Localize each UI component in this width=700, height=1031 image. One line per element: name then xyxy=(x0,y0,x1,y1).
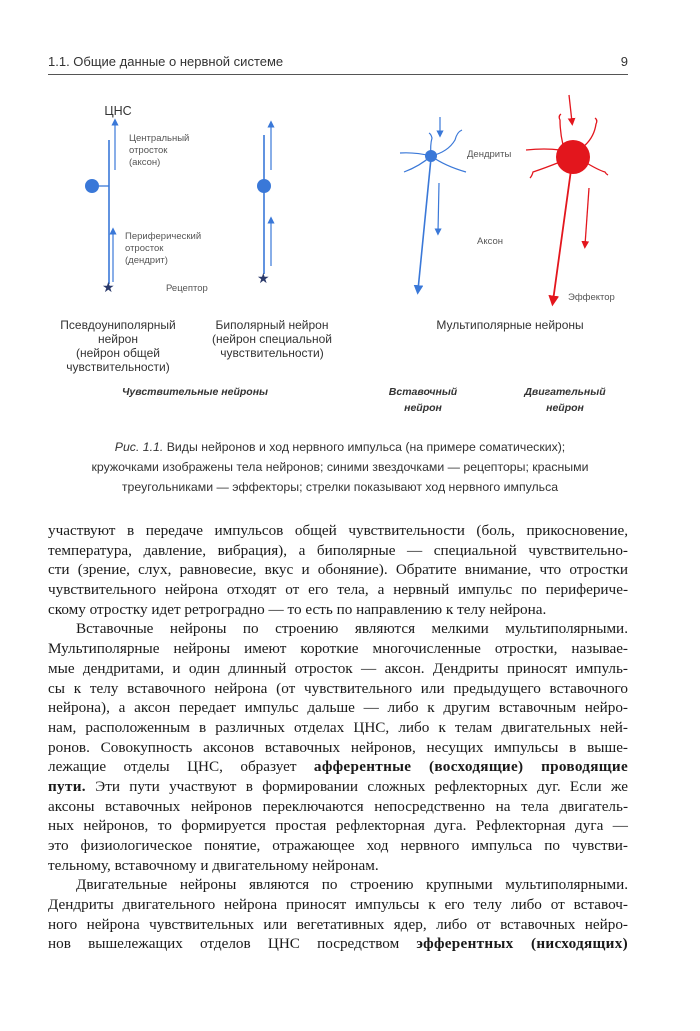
text-segment: ронов. Совокупность аксонов вставочных нейронов, несущих импульсы в выше- xyxy=(48,738,628,756)
caption-label: Рис. 1.1. xyxy=(114,440,164,454)
text-segment: Мультиполярные нейроны имеют короткие многочисленные отростки, называе- xyxy=(48,640,628,658)
text-segment: Вставочные нейроны по строению являются мелкими мультиполярными. xyxy=(76,620,628,638)
text-segment: лежащие отделы ЦНС, образует xyxy=(48,758,314,776)
section-title: 1.1. Общие данные о нервной системе xyxy=(48,54,284,69)
caption-line: треугольниками — эффекторы; стрелки показывают ход нервного импульса xyxy=(121,480,559,494)
bold-term: афферентные (восходящие) проводящие xyxy=(313,758,628,776)
receptor-label: Рецептор xyxy=(166,283,208,294)
multipolar-label: Мультиполярные нейроны xyxy=(436,318,584,332)
motor-neuron xyxy=(526,95,608,301)
text-segment: Двигательные нейроны являются по строению крупными мультиполярными. xyxy=(76,876,628,894)
neuron-body-icon xyxy=(85,179,99,193)
text-segment: тельному, вставочному и двигательному нейронам. xyxy=(48,856,379,874)
label-line: Вставочный xyxy=(388,386,458,398)
pseudounipolar-label xyxy=(38,318,198,374)
text-segment: Дендриты двигательного нейрона приносят импульсы к его телу либо от вставоч- xyxy=(48,896,628,914)
neuron-body-icon xyxy=(556,140,590,174)
cns-label: ЦНС xyxy=(104,104,132,118)
body-text xyxy=(48,521,628,954)
text-segment: нейрона), а аксон передает импульс дальше — либо к другим вставочным нейро- xyxy=(48,699,628,717)
effector-label: Эффектор xyxy=(568,292,615,303)
text-line xyxy=(48,895,628,915)
text-line xyxy=(48,580,628,600)
text-line xyxy=(48,698,628,718)
receptor-star-icon: ★ xyxy=(102,281,115,296)
text-segment: Эти пути участвуют в формировании сложных рефлекторных дуг. Если же xyxy=(85,777,628,795)
page-number: 9 xyxy=(620,54,628,69)
text-line xyxy=(48,659,628,679)
text-line xyxy=(48,738,628,758)
sensory-neurons-label: Чувствительные нейроны xyxy=(121,386,268,398)
text-line xyxy=(48,639,628,659)
neuron-body-icon xyxy=(257,179,271,193)
label-line: Периферический xyxy=(125,231,202,242)
caption-line xyxy=(40,437,640,457)
text-line xyxy=(48,600,628,620)
label-line: Двигательный xyxy=(524,386,606,398)
text-line xyxy=(48,619,628,639)
caption-text: Виды нейронов и ход нервного импульса (на примере соматических); xyxy=(166,440,566,454)
text-segment: ного нейрона чувствительных или вегетативных ядер, либо от вставочных нейро- xyxy=(48,915,628,933)
text-segment: это физиологическое понятие, отражающее ход нервного импульса по чувстви- xyxy=(48,837,628,854)
text-segment: аксоны вставочных нейронов переключаются непосредственно на тела двигатель- xyxy=(48,797,628,815)
receptor-star-icon: ★ xyxy=(257,272,270,287)
text-line xyxy=(48,915,628,935)
motor-neuron-label xyxy=(515,384,615,416)
text-line xyxy=(48,541,628,561)
dendrites-label: Дендриты xyxy=(467,149,512,160)
label-line: (дендрит) xyxy=(125,255,168,266)
label-line: Псевдоуниполярный xyxy=(60,318,176,332)
label-line: нейрон xyxy=(404,402,442,414)
caption-line: кружочками изображены тела нейронов; синими звездочками — рецепторы; красными xyxy=(91,460,589,474)
text-line xyxy=(48,797,628,817)
text-line xyxy=(48,521,628,541)
text-segment: сы к телу вставочного нейрона (от чувствительного или предыдущего вставочного xyxy=(48,679,628,697)
label-line: чувствительности) xyxy=(220,346,324,360)
text-line xyxy=(48,679,628,699)
bipolar-label xyxy=(197,318,347,360)
neuron-body-icon xyxy=(425,150,437,162)
text-line xyxy=(48,718,628,738)
figure-caption xyxy=(40,437,640,497)
central-process-label xyxy=(129,133,189,169)
label-line: Биполярный нейрон xyxy=(215,318,329,332)
text-segment: нам, расположенным в различных отделах ЦНС, либо к телам двигательных ней- xyxy=(48,718,628,736)
text-segment: чувствительного нейрона отходят от его тела, а нервный импульс по перифериче- xyxy=(48,581,628,599)
text-segment: участвуют в передаче импульсов общей чувствительности (боль, прикосновение, xyxy=(48,522,628,539)
label-line: (нейрон специальной xyxy=(212,332,332,346)
text-line xyxy=(48,875,628,895)
label-line: нейрон xyxy=(546,402,584,414)
interneuron xyxy=(400,117,466,290)
label-line: (аксон) xyxy=(129,157,161,168)
axon-label: Аксон xyxy=(477,236,503,247)
text-line xyxy=(48,757,628,777)
text-line xyxy=(48,816,628,836)
label-line: Центральный xyxy=(129,133,190,144)
text-line xyxy=(48,836,628,856)
text-segment: скому отростку идет ретроградно — то есть по направлению к телу нейрона. xyxy=(48,600,547,618)
text-segment: температура, давление, вибрация), а биполярные — специальной чувствительно- xyxy=(48,541,628,559)
text-segment: мые дендритами, и один длинный отросток — аксон. Дендриты приносят импуль- xyxy=(48,659,628,677)
text-line xyxy=(48,777,628,797)
text-segment: нов вышележащих отделов ЦНС посредством xyxy=(48,935,417,953)
label-line: отросток xyxy=(129,145,168,156)
text-segment: сти (зрение, слух, равновесие, вкус и обоняние). Обратите внимание, что отростки xyxy=(48,561,628,579)
text-line xyxy=(48,560,628,580)
label-line: (нейрон общей xyxy=(76,346,160,360)
label-line: нейрон xyxy=(98,332,138,346)
text-segment: ных нейронов, то формируется простая рефлекторная дуга. Рефлекторная дуга — xyxy=(48,817,628,835)
peripheral-process-label xyxy=(125,231,201,267)
interneuron-label xyxy=(373,384,473,416)
bold-term: пути. xyxy=(48,777,86,795)
label-line: чувствительности) xyxy=(66,360,170,374)
label-line: отросток xyxy=(125,243,164,254)
bold-term: эфферентных (нисходящих) xyxy=(416,935,628,953)
pseudounipolar-neuron xyxy=(85,122,115,296)
text-line xyxy=(48,856,628,876)
text-line xyxy=(48,934,628,954)
bipolar-neuron xyxy=(257,124,271,287)
